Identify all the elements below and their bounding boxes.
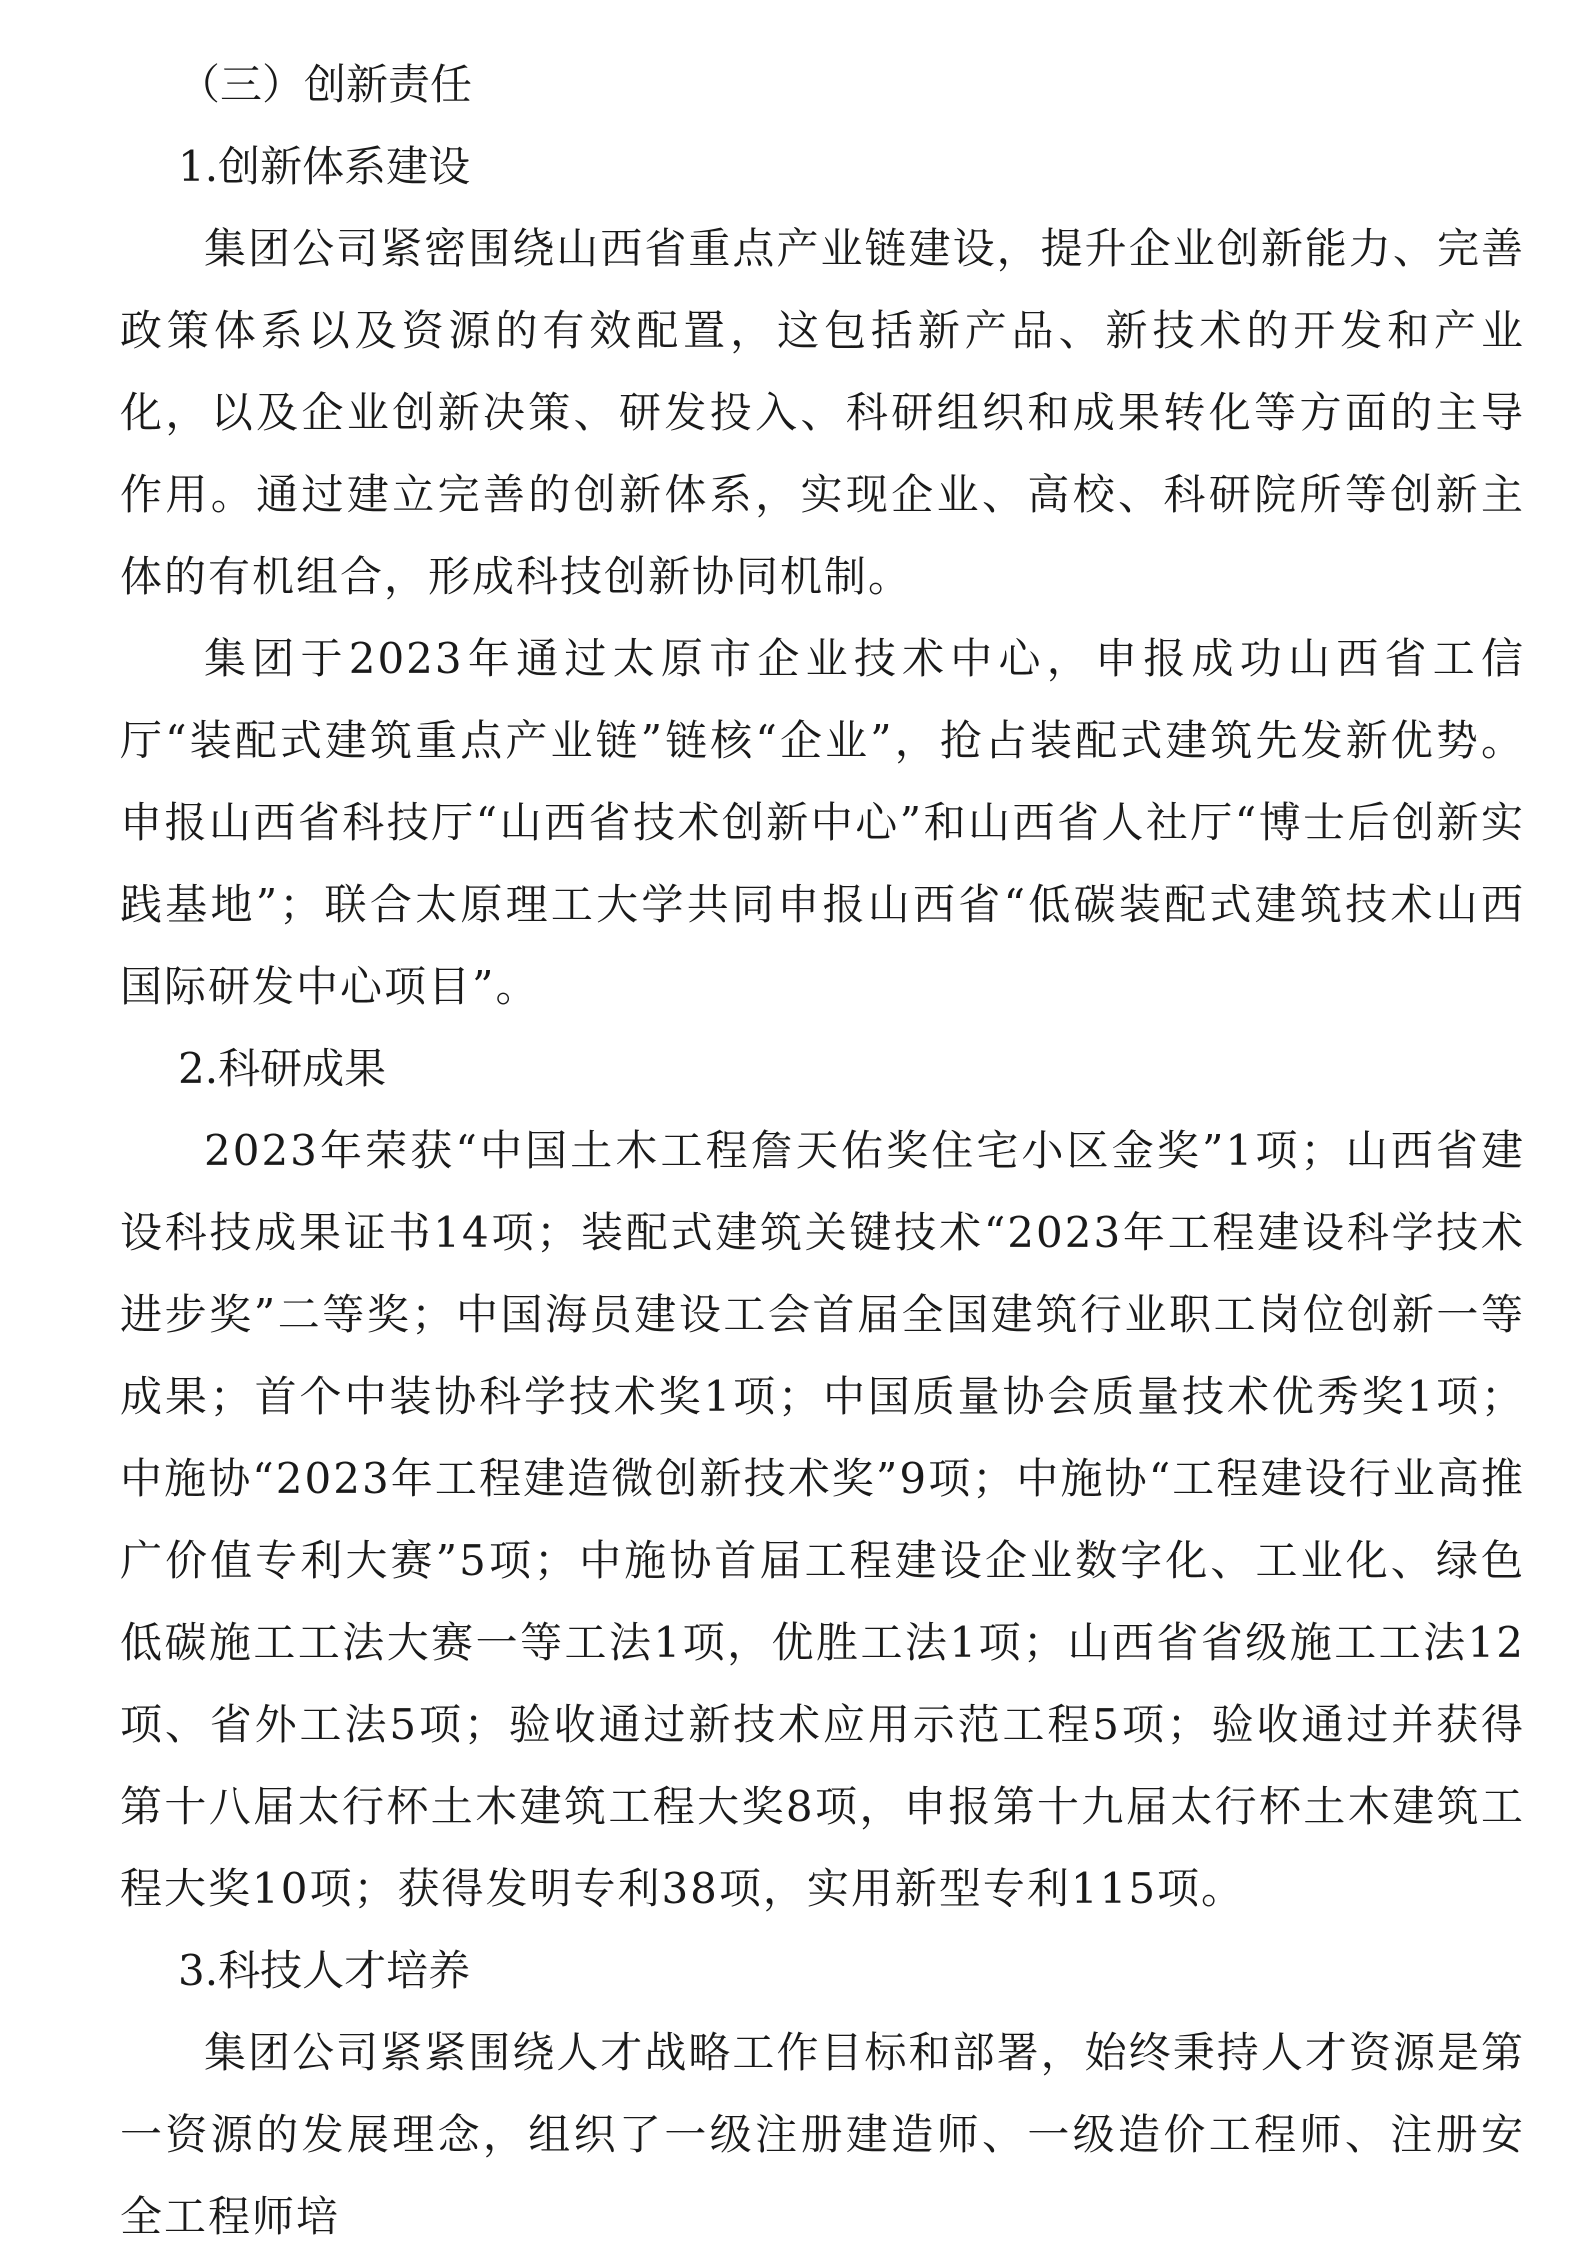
paragraph-talent-training: 集团公司紧紧围绕人才战略工作目标和部署，始终秉持人才资源是第一资源的发展理念，组织了一级注册建造师、一级造价工程师、注册安全工程师培 xyxy=(120,2028,1525,2241)
paragraph-innovation-system-1: 集团公司紧密围绕山西省重点产业链建设，提升企业创新能力、完善政策体系以及资源的有效配置，这包括新产品、新技术的开发和产业化，以及企业创新决策、研发投入、科研组织和成果转化等方面的主导作用。通过建立完善的创新体系，实现企业、高校、科研院所等创新主体的有机组合，形成科技创新协同机制。 xyxy=(120,224,1525,601)
paragraph-innovation-system-2: 集团于2023年通过太原市企业技术中心，申报成功山西省工信厅“装配式建筑重点产业链”链核“企业”，抢占装配式建筑先发新优势。申报山西省科技厅“山西省技术创新中心”和山西省人社厅“博士后创新实践基地”；联合太原理工大学共同申报山西省“低碳装配式建筑技术山西国际研发中心项目”。 xyxy=(120,634,1525,1011)
subsection-title-talent-training: 3.科技人才培养 xyxy=(178,1946,471,1995)
subsection-title-innovation-system: 1.创新体系建设 xyxy=(178,142,471,191)
subsection-title-research-results: 2.科研成果 xyxy=(178,1044,387,1093)
paragraph-research-results: 2023年荣获“中国土木工程詹天佑奖住宅小区金奖”1项；山西省建设科技成果证书14项；装配式建筑关键技术“2023年工程建设科学技术进步奖”二等奖；中国海员建设工会首届全国建筑行业职工岗位创新一等成果；首个中装协科学技术奖1项；中国质量协会质量技术优秀奖1项；中施协“2023年工程建造微创新技术奖”9项；中施协“工程建设行业高推广价值专利大赛”5项；中施协首届工程建设企业数字化、工业化、绿色低碳施工工法大赛一等工法1项，优胜工法1项；山西省省级施工工法12项、省外工法5项；验收通过新技术应用示范工程5项；验收通过并获得第十八届太行杯土木建筑工程大奖8项，申报第十九届太行杯土木建筑工程大奖10项；获得发明专利38项，实用新型专利115项。 xyxy=(120,1126,1525,1913)
document-page xyxy=(120,44,1525,2258)
section-heading: （三）创新责任 xyxy=(178,60,473,109)
